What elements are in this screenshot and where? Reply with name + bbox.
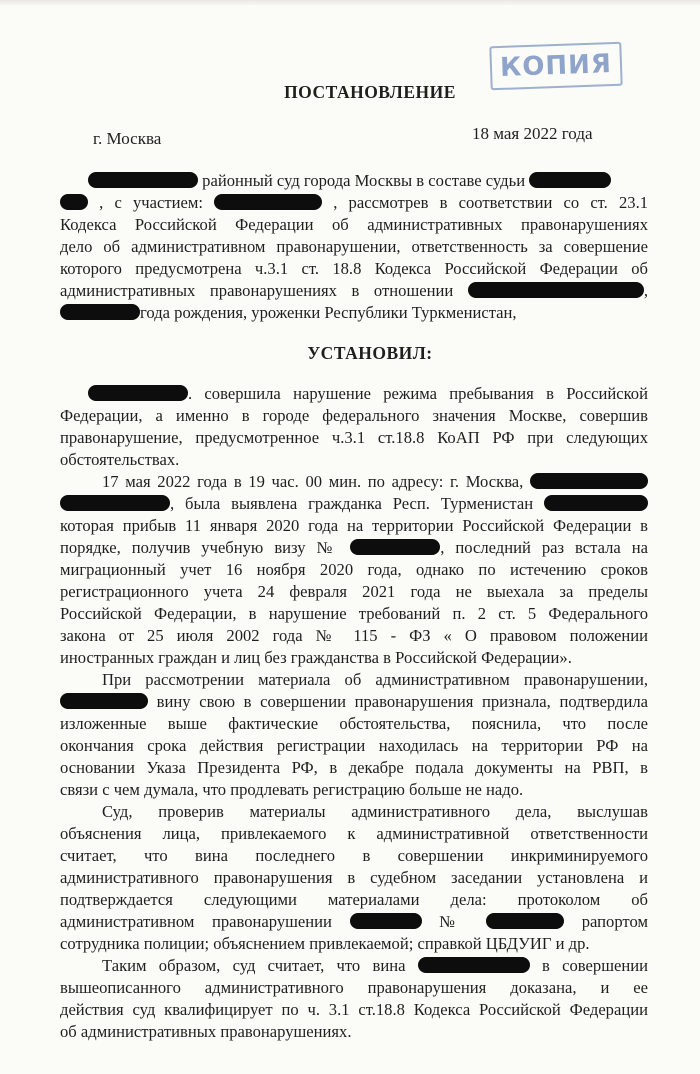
text-line: закона от 25 июля 2002 года № 115 - ФЗ « О правовом положении	[60, 626, 648, 645]
redaction-mark	[486, 913, 564, 929]
copy-stamp: КОПИЯ	[489, 42, 622, 91]
text-line: , с участием: , рассмотрев в соответствии со ст. 23.1	[60, 192, 648, 214]
section-heading: УСТАНОВИЛ:	[307, 343, 433, 363]
text-line: Суд, проверив материалы административного дела, выслушав	[102, 802, 648, 821]
text-line: При рассмотрении материала об административном правонарушении,	[102, 670, 648, 689]
redaction-mark	[418, 957, 530, 973]
text-line: которая прибыв 11 января 2020 года на территории Российской Федерации в	[60, 516, 648, 535]
text-line: миграционный учет 16 ноября 2020 года, однако по истечению сроков	[60, 560, 648, 579]
redaction-mark	[530, 473, 648, 489]
text-line: Кодекса Российской Федерации об административных правонарушениях	[60, 215, 648, 234]
text-line: Федерации, а именно в городе федерального значения Москве, совершив	[60, 406, 648, 425]
redaction-mark	[350, 913, 422, 929]
text-line: , была выявлена гражданка Респ. Турменистан	[60, 493, 648, 515]
redaction-mark	[88, 385, 188, 401]
text-line: регистрационного учета 24 февраля 2021 года не выехала за пределы	[60, 582, 648, 601]
text-line: обстоятельствах.	[60, 450, 180, 469]
text-line: подтверждается следующими материалами дела: протоколом об	[60, 890, 648, 909]
redaction-mark	[544, 495, 648, 511]
text-line: вину свою в совершении правонарушения признала, подтвердила	[60, 691, 648, 713]
text-line: административном правонарушении № рапортом	[60, 912, 648, 931]
redaction-mark	[60, 495, 170, 511]
document-title: ПОСТАНОВЛЕНИЕ	[284, 82, 456, 102]
redaction-mark	[60, 194, 88, 210]
text-line: основании Указа Президента РФ, в декабре подала документы на РВП, в	[60, 758, 648, 777]
text-line: объяснения лица, привлекаемого к административной ответственности	[60, 824, 648, 843]
city-line: г. Москва	[93, 129, 162, 148]
text-line: порядке, получив учебную визу № , последний раз встала на	[60, 538, 648, 557]
text-line: считает, что вина последнего в совершении инкриминируемого	[60, 846, 648, 865]
redaction-mark	[468, 282, 644, 298]
text-line: окончания срока действия регистрации находилась на территории РФ на	[60, 736, 648, 755]
text-line: об административных правонарушениях.	[60, 1022, 352, 1041]
text-line: изложенные выше фактические обстоятельства, пояснила, что после	[60, 714, 648, 733]
redaction-mark	[60, 304, 140, 320]
text-line: правонарушение, предусмотренное ч.3.1 ст.18.8 КоАП РФ при следующих	[60, 428, 648, 447]
text-line: действия суд квалифицирует по ч. 3.1 ст.18.8 Кодекса Российской Федерации	[60, 1000, 648, 1019]
redaction-mark	[529, 172, 611, 188]
date-line: 18 мая 2022 года	[472, 124, 593, 143]
text-line: административных правонарушениях в отношении ,	[60, 281, 648, 300]
text-line: районный суд города Москвы в составе судьи	[88, 170, 648, 192]
text-line: сотрудника полиции; объяснением привлекаемой; справкой ЦБДУИГ и др.	[60, 934, 590, 953]
redaction-mark	[214, 194, 322, 210]
text-line: дело об административном правонарушении, ответственность за совершение	[60, 237, 648, 256]
text-line: иностранных граждан и лиц без гражданства в Российской Федерации».	[60, 648, 572, 667]
text-line: Российской Федерации, в нарушение требований п. 2 ст. 5 Федерального	[60, 604, 648, 623]
text-line: административного правонарушения в судебном заседании установлена и	[60, 868, 648, 887]
text-line: связи с чем думала, что продлевать регистрацию больше не надо.	[60, 780, 524, 799]
redaction-mark	[350, 539, 440, 555]
text-line: . совершила нарушение режима пребывания в Российской	[88, 383, 648, 405]
paper-edge	[0, 0, 700, 6]
text-line: года рождения, уроженки Республики Туркменистан,	[60, 302, 648, 324]
text-line: Таким образом, суд считает, что вина в совершении	[102, 956, 648, 975]
text-line: которого предусмотрена ч.3.1 ст. 18.8 Кодекса Российской Федерации об	[60, 259, 648, 278]
text-line: вышеописанного административного правонарушения доказана, и ее	[60, 978, 648, 997]
redaction-mark	[60, 693, 148, 709]
text-line: 17 мая 2022 года в 19 час. 00 мин. по адресу: г. Москва,	[102, 471, 648, 493]
redaction-mark	[88, 172, 198, 188]
